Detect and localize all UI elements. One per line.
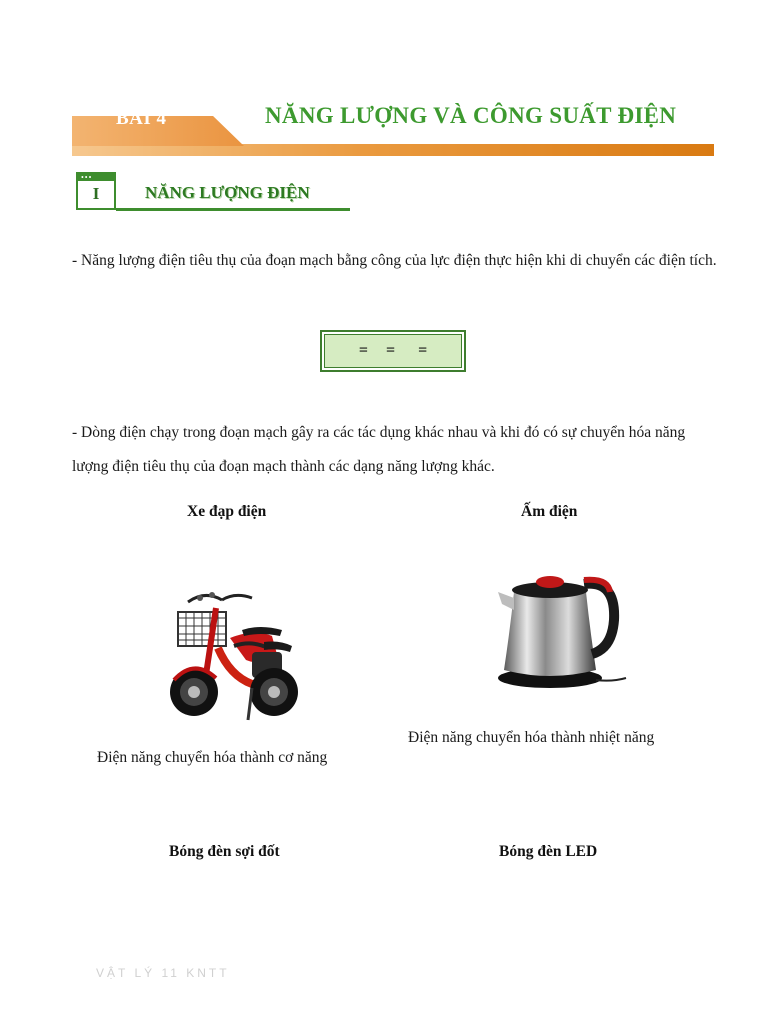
- electric-bike-image: [160, 588, 300, 724]
- paragraph-energy-definition: - Năng lượng điện tiêu thụ của đoạn mạch bằng công của lực điện thực hiện khi di chuyển các điện tích.: [72, 252, 717, 269]
- formula: [324, 334, 462, 368]
- section-underline: [116, 208, 350, 211]
- window-dots-icon: •••: [81, 173, 93, 182]
- section-number: I: [92, 184, 100, 203]
- formula-box: [320, 330, 466, 372]
- example-title-incandescent-bulb: Bóng đèn sợi đốt: [169, 843, 280, 860]
- paragraph-energy-conversion: - Dòng điện chạy trong đoạn mạch gây ra các tác dụng khác nhau và khi đó có sự chuyển hóa năng lượng điện tiêu thụ của đoạn mạch thành các dạng năng lượng khác.: [72, 424, 686, 475]
- lesson-label: BÀI 4: [116, 108, 167, 129]
- example-title-bike: Xe đạp điện: [187, 503, 267, 520]
- example-title-led-bulb: Bóng đèn LED: [499, 843, 598, 860]
- footer-watermark: VẬT LÝ 11 KNTT: [96, 966, 230, 980]
- section-title: NĂNG LƯỢNG ĐIỆN: [145, 183, 310, 202]
- formula-equals: =: [418, 342, 428, 359]
- formula-equals: =: [358, 342, 368, 359]
- formula-equals: =: [385, 342, 396, 359]
- lesson-title: NĂNG LƯỢNG VÀ CÔNG SUẤT ĐIỆN: [265, 103, 677, 128]
- electric-kettle-image: [492, 570, 628, 690]
- example-caption-kettle: Điện năng chuyển hóa thành nhiệt năng: [408, 729, 655, 746]
- example-title-kettle: Ấm điện: [521, 503, 578, 520]
- example-caption-bike: Điện năng chuyển hóa thành cơ năng: [97, 749, 328, 766]
